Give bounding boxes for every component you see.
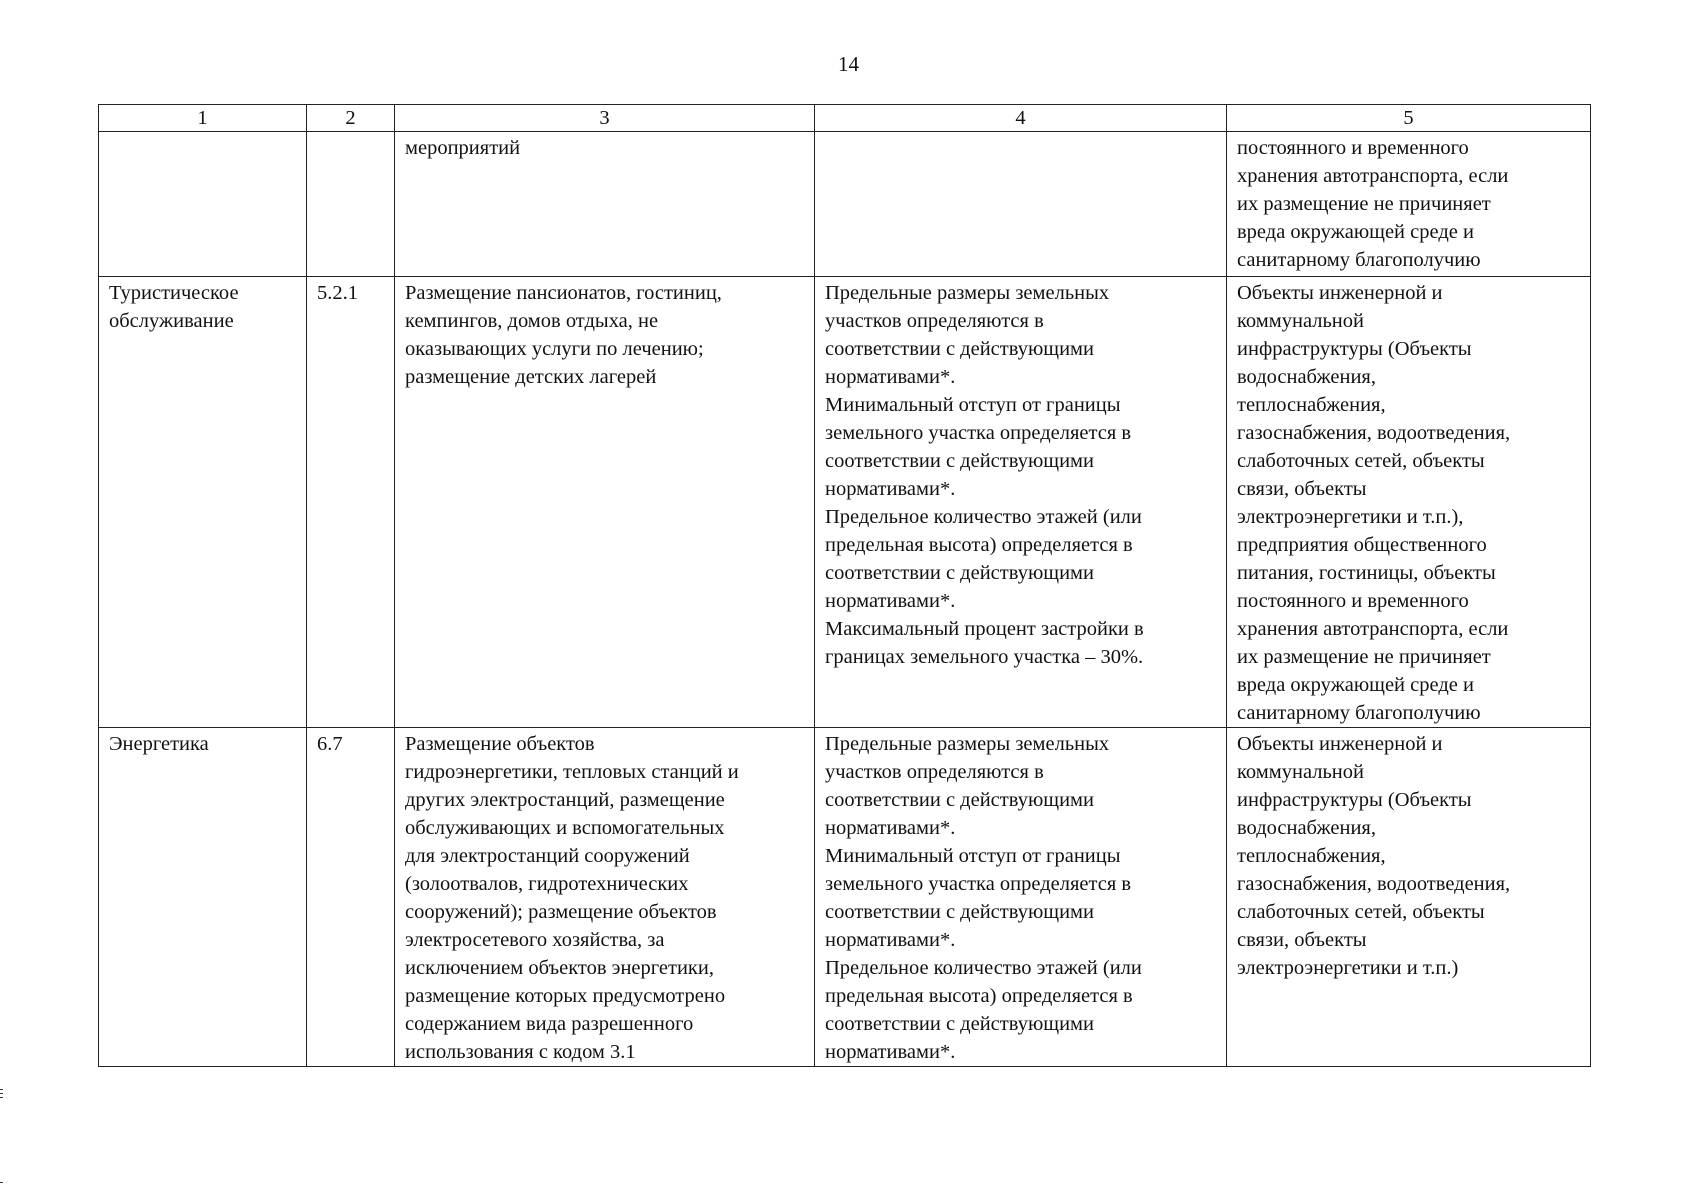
land-use-table [98, 104, 1591, 1067]
use-description-cell: Размещение объектов гидроэнергетики, тепловых станций и других электростанций, размещение обслуживающих и вспомогательных для электростанций сооружений (золоотвалов, гидротехнических сооружений); размещение объектов электросетевого хозяйства, за исключением объектов энергетики, размещение которых предусмотрено содержанием вида разрешенного использования с кодом 3.1 [395, 728, 815, 1067]
scan-margin-mark [0, 1093, 3, 1094]
use-code-cell: 5.2.1 [307, 277, 395, 728]
table-row [99, 132, 1591, 277]
scan-margin-mark [0, 1097, 3, 1098]
table-row [99, 728, 1591, 1067]
parameters-cell: Предельные размеры земельных участков определяются в соответствии с действующими нормативами*. Минимальный отступ от границы земельного участка определяется в соответствии с действующими нормативами*. Предельное количество этажей (или предельная высота) определяется в соответствии с действующими нормативами*. [815, 728, 1227, 1067]
use-code-cell: 6.7 [307, 728, 395, 1067]
use-name-cell [99, 132, 307, 277]
use-description-cell: мероприятий [395, 132, 815, 277]
table-row [99, 277, 1591, 728]
column-header: 3 [395, 105, 815, 132]
column-header: 4 [815, 105, 1227, 132]
auxiliary-uses-cell: Объекты инженерной и коммунальной инфраструктуры (Объекты водоснабжения, теплоснабжения, газоснабжения, водоотведения, слаботочных сетей, объекты связи, объекты электроэнергетики и т.п.), предприятия общественного питания, гостиницы, объекты постоянного и временного хранения автотранспорта, если их размещение не причиняет вреда окружающей среде и санитарному благополучию [1227, 277, 1591, 728]
table-header-row [99, 105, 1591, 132]
use-name-cell: Туристическое обслуживание [99, 277, 307, 728]
scan-margin-mark [0, 1089, 3, 1090]
column-header: 1 [99, 105, 307, 132]
column-header: 2 [307, 105, 395, 132]
auxiliary-uses-cell: постоянного и временного хранения автотранспорта, если их размещение не причиняет вреда окружающей среде и санитарному благополучию [1227, 132, 1591, 277]
parameters-cell [815, 132, 1227, 277]
parameters-cell: Предельные размеры земельных участков определяются в соответствии с действующими нормативами*. Минимальный отступ от границы земельного участка определяется в соответствии с действующими нормативами*. Предельное количество этажей (или предельная высота) определяется в соответствии с действующими нормативами*. Максимальный процент застройки в границах земельного участка – 30%. [815, 277, 1227, 728]
page-number: 14 [838, 52, 859, 76]
auxiliary-uses-cell: Объекты инженерной и коммунальной инфраструктуры (Объекты водоснабжения, теплоснабжения, газоснабжения, водоотведения, слаботочных сетей, объекты связи, объекты электроэнергетики и т.п.) [1227, 728, 1591, 1067]
use-description-cell: Размещение пансионатов, гостиниц, кемпингов, домов отдыха, не оказывающих услуги по лечению; размещение детских лагерей [395, 277, 815, 728]
scan-margin-mark [0, 1182, 3, 1183]
column-header: 5 [1227, 105, 1591, 132]
use-name-cell: Энергетика [99, 728, 307, 1067]
use-code-cell [307, 132, 395, 277]
